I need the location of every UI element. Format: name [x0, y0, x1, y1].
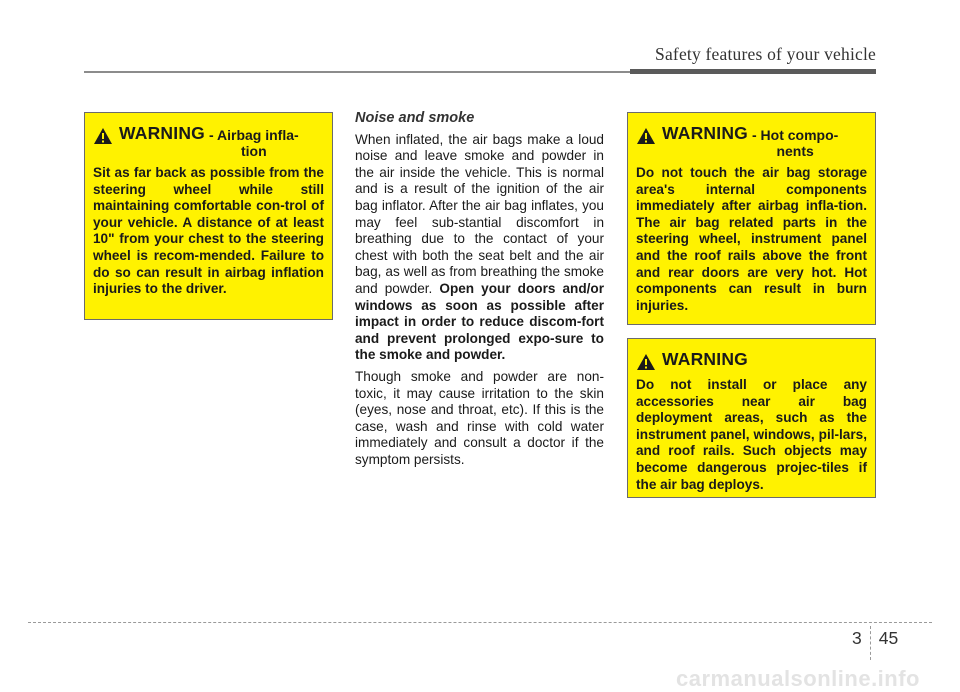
footer-rule	[28, 622, 932, 623]
warning-triangle-icon	[93, 127, 113, 145]
section-paragraph-1	[355, 132, 604, 364]
warning-text: Do not install or place any accessories near air bag deployment areas, such as the instrument panel, windows, pil-lars, and roof rails. Such objects may become dangerous projec-tiles if the air bag deploys.	[636, 377, 867, 492]
page-number-value: 45	[878, 628, 899, 648]
section-paragraph-2: Though smoke and powder are non-toxic, it may cause irritation to the skin (eyes, nose and throat, etc). If this is the case, wash and rinse with cold water immediately and consult a doctor if the symptom persists.	[355, 368, 604, 467]
warning-text: Sit as far back as possible from the steering wheel while still maintaining comfortable con-trol of your vehicle. A distance of at least 10" from your chest to the steering wheel is recom-mended. Failure to do so can result in airbag inflation injuries to the driver.	[93, 165, 324, 297]
warning-label: WARNING	[662, 349, 748, 369]
warning-box-hot-components	[627, 112, 876, 325]
warning-subtitle: - Hot compo- nents	[751, 127, 839, 159]
warning-label: WARNING	[119, 123, 205, 143]
page-number	[852, 626, 898, 660]
paragraph-emphasis: Open your doors and/or windows as soon as possible after impact in order to reduce discom-fort and prevent prolonged expo-sure to the smoke and powder.	[355, 280, 604, 363]
warning-heading	[93, 125, 324, 159]
warning-triangle-icon	[636, 127, 656, 145]
warning-heading	[636, 125, 867, 159]
warning-box-airbag-inflation	[84, 112, 333, 320]
warning-text: Do not touch the air bag storage area's internal components immediately after airbag infla-tion. The air bag related parts in the steering wheel, instrument panel and the roof rails above the front and rear doors are very hot. Hot components can result in burn injuries.	[636, 165, 867, 313]
warning-subtitle: - Airbag infla- tion	[208, 127, 299, 159]
section-title: Noise and smoke	[355, 110, 475, 126]
chapter-number: 3	[852, 628, 862, 648]
watermark: carmanualsonline.info	[676, 666, 920, 691]
noise-and-smoke-section	[355, 110, 604, 473]
paragraph-text: When inflated, the air bags make a loud noise and leave smoke and powder in the air inside the vehicle. This is normal and is a result of the ignition of the air bag inflator. After the air bag inflates, you may feel sub-stantial discomfort in breathing due to the contact of your chest with both the seat belt and the air bag, as well as from breathing the smoke and powder.	[355, 131, 604, 296]
warning-triangle-icon	[636, 353, 656, 371]
header-rule-accent	[630, 69, 876, 74]
warning-heading	[636, 351, 867, 371]
warning-label: WARNING	[662, 123, 748, 143]
warning-box-accessories	[627, 338, 876, 498]
page-header-title: Safety features of your vehicle	[655, 44, 876, 64]
